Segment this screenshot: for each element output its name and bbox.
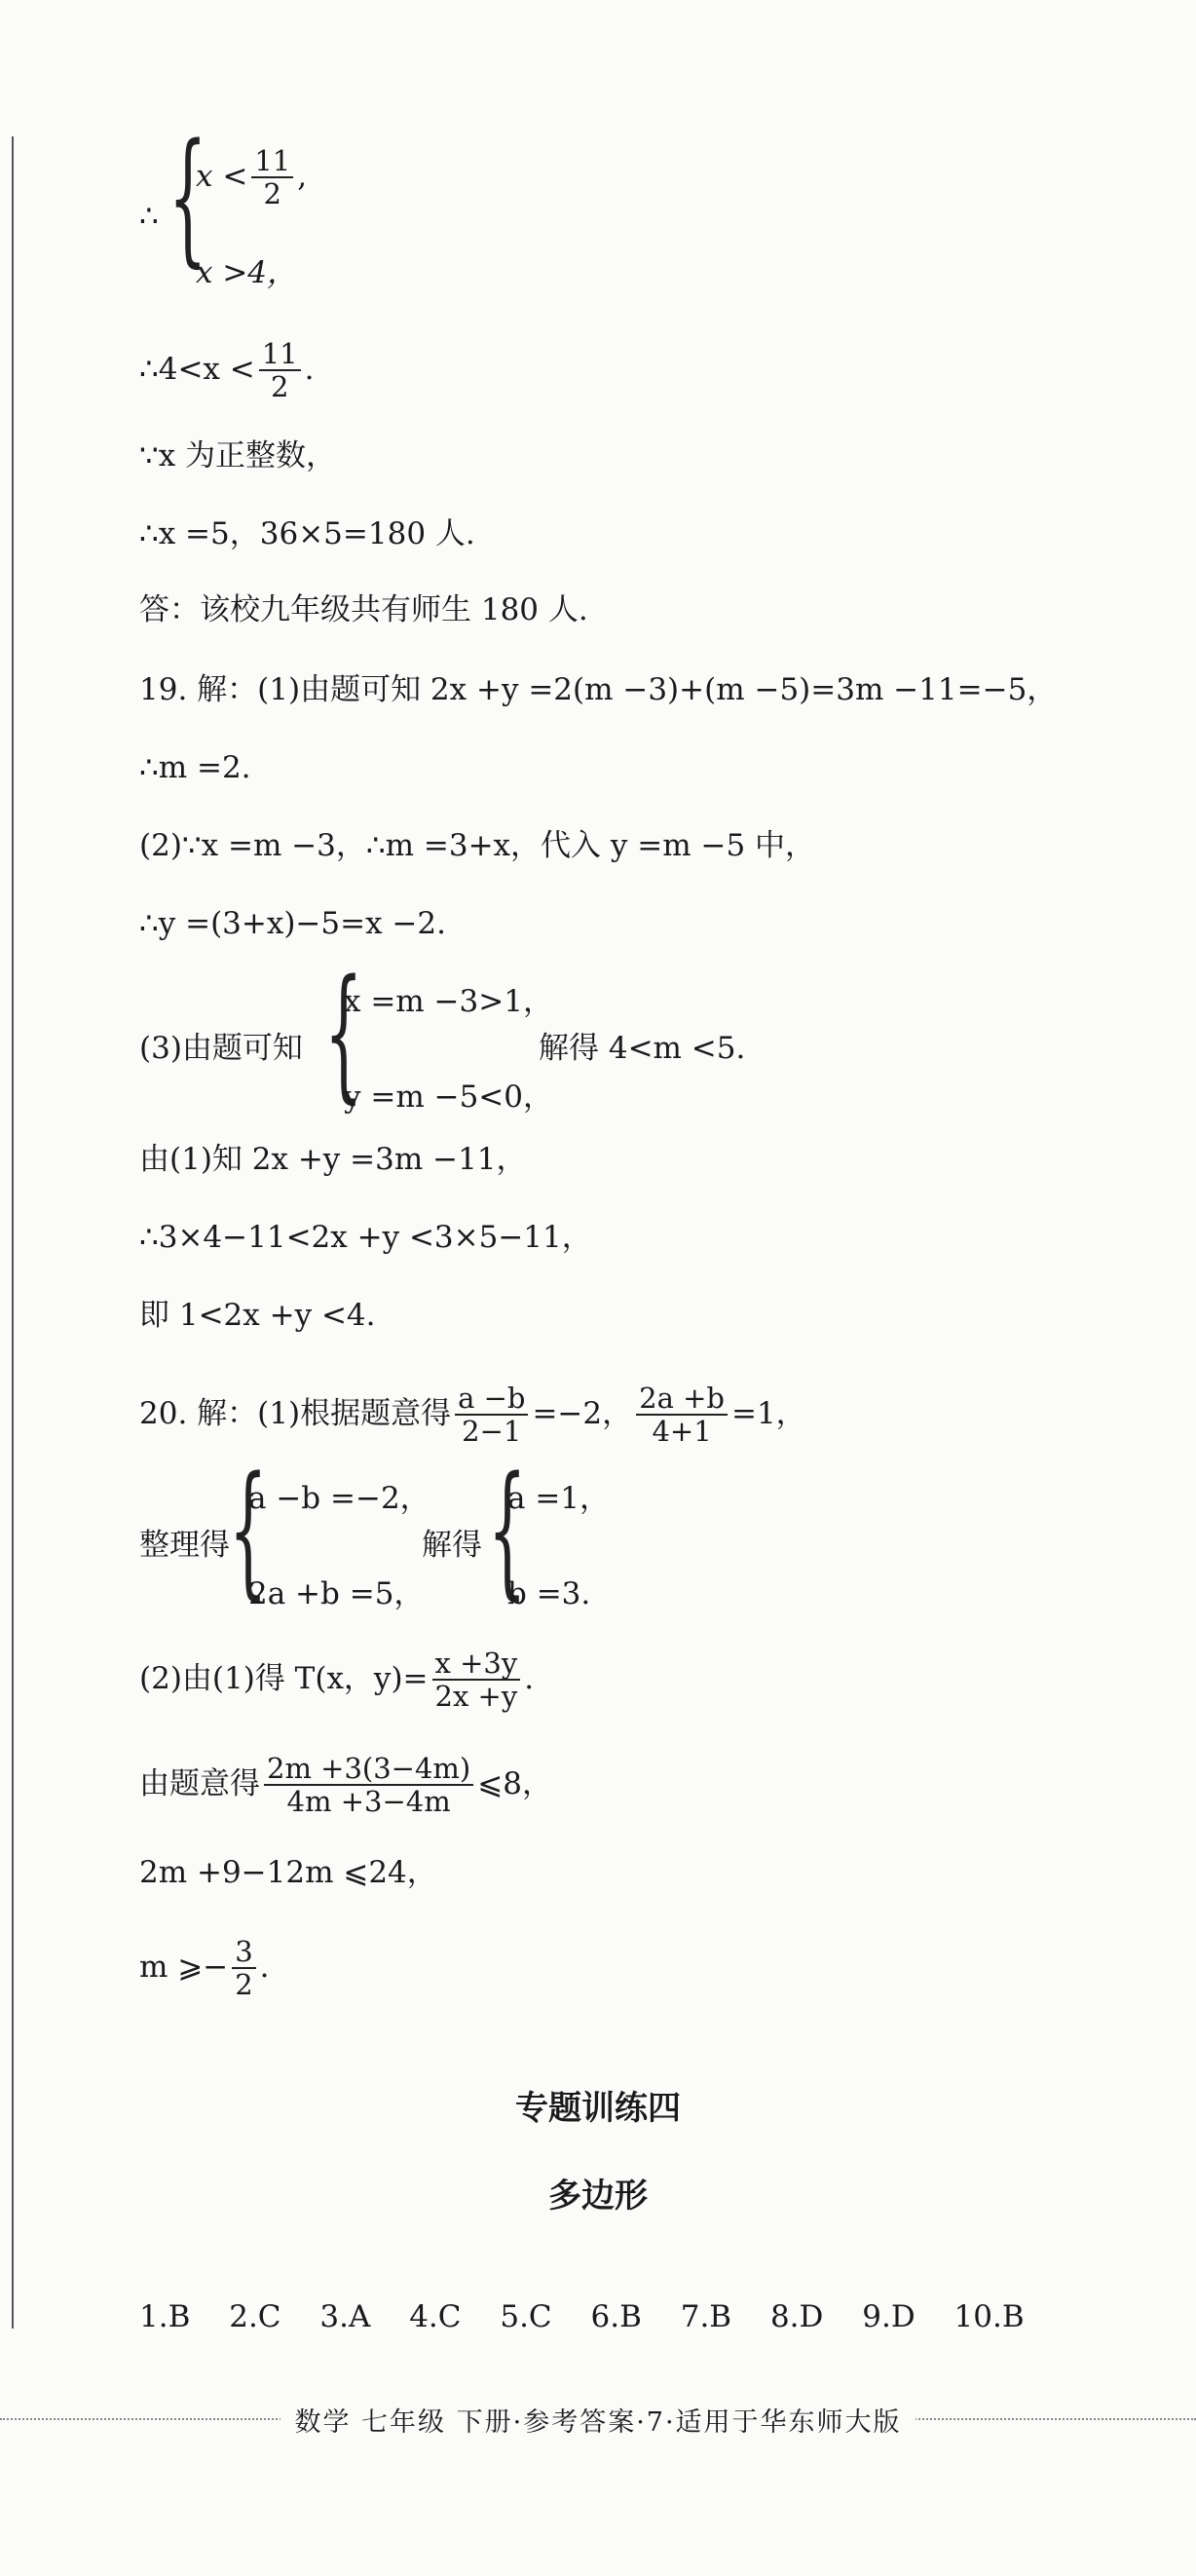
problem-19-line-3: (2)∵x =m −3，∴m =3+x，代入 y =m −5 中，	[139, 828, 816, 863]
brace-icon: {	[229, 1446, 268, 1613]
system-row-1: x =m −3>1，	[344, 984, 553, 1019]
left-margin-line	[12, 136, 14, 2329]
answer-item: 2.C	[229, 2299, 281, 2334]
answer-item: 1.B	[139, 2299, 191, 2334]
problem-19-line-8: 即 1<2x +y <4.	[139, 1298, 376, 1333]
problem-20-line-1: 20. 解：(1)根据题意得 $\frac{a -b}{2-1}$ =−2， $\frac{2a +b}{4+1}$ =1，	[139, 1382, 806, 1449]
brace-icon: {	[488, 1446, 527, 1613]
footer-text: 数学 七年级 下册·参考答案·7·适用于华东师大版	[280, 2407, 915, 2438]
problem-19-line-4: ∴y =(3+x)−5=x −2.	[139, 906, 446, 941]
system-row-1: a −b =−2，	[248, 1481, 430, 1516]
line-x-integer: ∵x 为正整数，	[139, 438, 337, 474]
answer-item: 3.A	[319, 2299, 371, 2334]
problem-20-line-5: 2m +9−12m ⩽24，	[139, 1855, 437, 1890]
system-prefix: 整理得	[139, 1528, 230, 1563]
page-footer	[0, 2399, 1196, 2438]
solution-row-2: b =3.	[507, 1576, 591, 1611]
brace-icon: {	[168, 113, 207, 281]
problem-19-line-7: ∴3×4−11<2x +y <3×5−11，	[139, 1220, 592, 1255]
system-row-2: x >4，	[196, 255, 298, 290]
solution-row-1: a =1，	[507, 1481, 611, 1516]
answer-item: 5.C	[500, 2299, 552, 2334]
problem-20-line-4: 由题意得 $\frac{2m +3(3-4m)}{4m +3-4m}$ ⩽8，	[139, 1752, 552, 1819]
answer-line-18: 答：该校九年级共有师生 180 人.	[139, 592, 588, 627]
problem-19-line-1: 19. 解：(1)由题可知 2x +y =2(m −3)+(m −5)=3m −11=−5，	[139, 672, 1058, 707]
problem-20-line-6: m ⩾− $\frac{3}{2}$ .	[139, 1935, 270, 2002]
section-title: 专题训练四	[515, 2089, 681, 2128]
system-row-2: y =m −5<0，	[344, 1080, 553, 1115]
system-prefix: (3)由题可知	[139, 1031, 303, 1066]
answer-item: 6.B	[590, 2299, 642, 2334]
system-mid-text: 解得	[422, 1528, 482, 1563]
answer-list	[139, 2299, 1054, 2334]
section-subtitle: 多边形	[548, 2177, 648, 2216]
problem-19-line-6: 由(1)知 2x +y =3m −11，	[139, 1142, 527, 1177]
line-x-equals-5: ∴x =5，36×5=180 人.	[139, 516, 475, 551]
answer-item: 9.D	[862, 2299, 916, 2334]
answer-item: 7.B	[680, 2299, 732, 2334]
answer-item: 4.C	[409, 2299, 462, 2334]
system-row-1: x < $\frac{11}{2}$ ,	[196, 144, 308, 211]
problem-20-line-3: (2)由(1)得 T(x，y)= $\frac{x +3y}{2x +y}$ .	[139, 1647, 535, 1714]
brace-icon: {	[324, 949, 363, 1117]
problem-19-line-2: ∴m =2.	[139, 750, 251, 785]
system-row-2: 2a +b =5，	[248, 1576, 425, 1611]
answer-item: 8.D	[769, 2299, 824, 2334]
answer-item: 10.B	[953, 2299, 1025, 2334]
line-4-lt-x: ∴4<x < $\frac{11}{2}$ .	[139, 337, 315, 404]
therefore-symbol: ∴	[139, 199, 159, 234]
system-solution: 解得 4<m <5.	[539, 1031, 746, 1066]
